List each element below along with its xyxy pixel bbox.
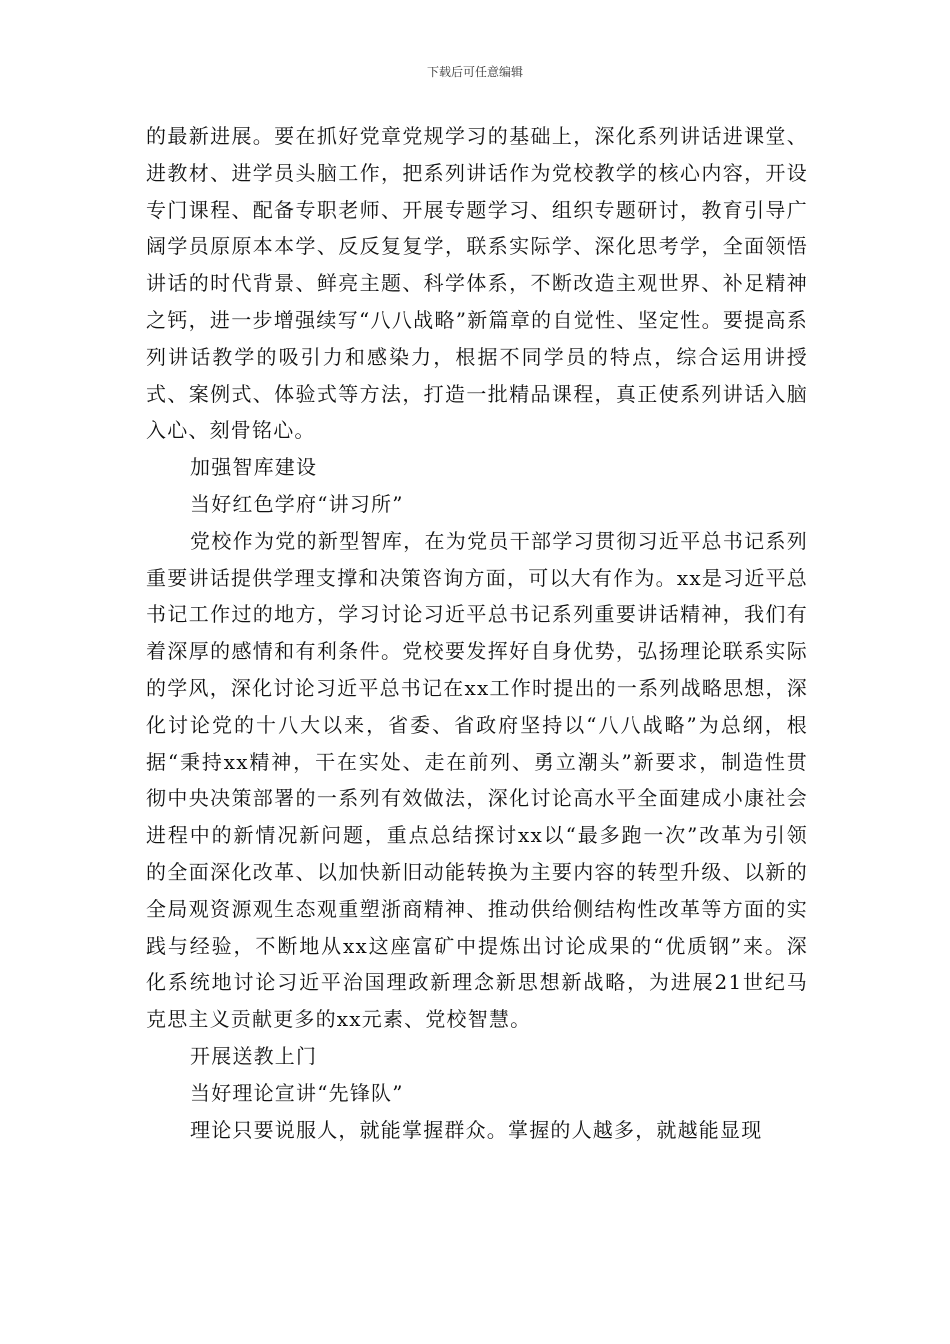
section-heading: 开展送教上门 bbox=[190, 1043, 318, 1068]
body-paragraph: 党校作为党的新型智库，在为党员干部学习贯彻习近平总书记系列重要讲话提供学理支撑和决策咨询方面，可以大有作为。xx是习近平总书记工作过的地方，学习讨论习近平总书记系列重要讲话精神，我们有着深厚的感情和有利条件。党校要发挥好自身优势，弘扬理论联系实际的学风，深化讨论习近平总书记在xx工作时提出的一系列战略思想，深化讨论党的十八大以来，省委、省政府坚持以“八八战略”为总纲，根据“秉持xx精神，干在实处、走在前列、勇立潮头”新要求，制造性贯彻中央决策部署的一系列有效做法，深化讨论高水平全面建成小康社会进程中的新情况新问题，重点总结探讨xx以“最多跑一次”改革为引领的全面深化改革、以加快新旧动能转换为主要内容的转型升级、以新的全局观资源观生态观重塑浙商精神、推动供给侧结构性改革等方面的实践与经验，不断地从xx这座富矿中提炼出讨论成果的“优质钢”来。深化系统地讨论习近平治国理政新理念新思想新战略，为进展21世纪马克思主义贡献更多的xx元素、党校智慧。 bbox=[146, 528, 808, 1032]
body-paragraph: 的最新进展。要在抓好党章党规学习的基础上，深化系列讲话进课堂、进教材、进学员头脑工作，把系列讲话作为党校教学的核心内容，开设专门课程、配备专职老师、开展专题学习、组织专题研讨，教育引导广阔学员原原本本学、反反复复学，联系实际学、深化思考学，全面领悟讲话的时代背景、鲜亮主题、科学体系，不断改造主观世界、补足精神之钙，进一步增强续写“八八战略”新篇章的自觉性、坚定性。要提高系列讲话教学的吸引力和感染力，根据不同学员的特点，综合运用讲授式、案例式、体验式等方法，打造一批精品课程，真正使系列讲话入脑入心、刻骨铭心。 bbox=[146, 124, 808, 443]
section-subheading: 当好理论宣讲“先锋队” bbox=[190, 1080, 404, 1105]
section-heading: 加强智库建设 bbox=[190, 455, 318, 480]
body-paragraph: 理论只要说服人，就能掌握群众。掌握的人越多，就越能显现 bbox=[190, 1117, 763, 1142]
page-header-note: 下载后可任意编辑 bbox=[426, 65, 523, 79]
section-subheading: 当好红色学府“讲习所” bbox=[190, 491, 404, 516]
document-body bbox=[146, 118, 808, 1148]
